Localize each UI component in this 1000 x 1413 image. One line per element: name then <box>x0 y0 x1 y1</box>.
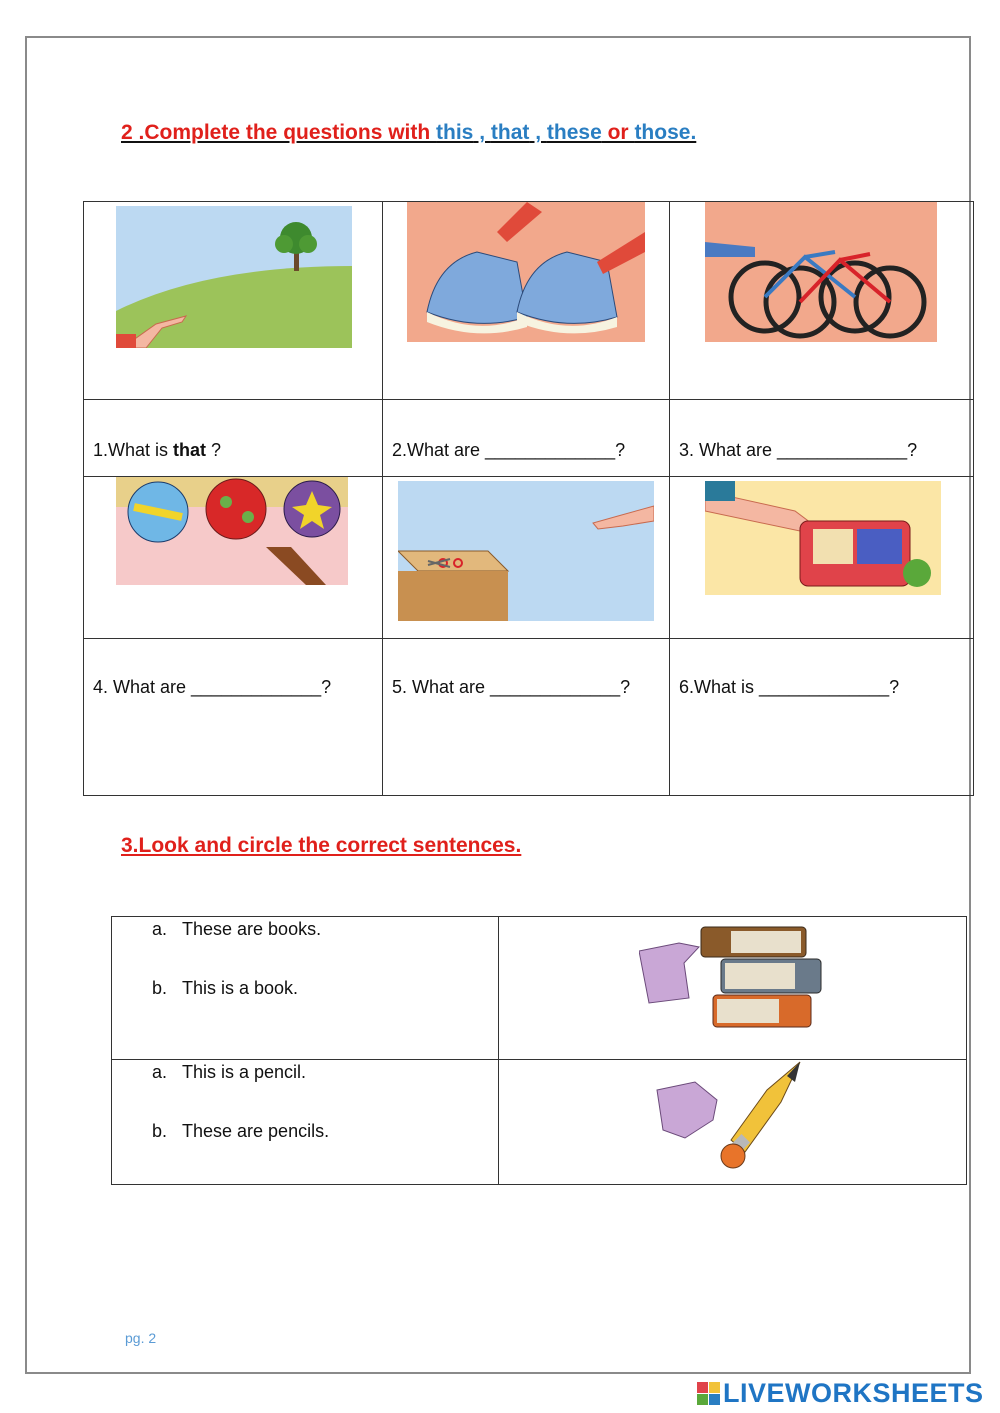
answer-word: that <box>173 440 207 460</box>
question-text: 1.What is <box>93 440 174 460</box>
question-5[interactable]: 5. What are _____________? <box>392 677 631 697</box>
sentences-cell <box>112 1060 499 1185</box>
scissors-on-table-image <box>398 481 654 621</box>
heading-prefix: 2 .Complete the questions with <box>121 121 437 144</box>
bicycles-image <box>705 202 937 342</box>
balls-on-shelf-image <box>116 477 348 585</box>
stack-of-books-image <box>639 923 824 1029</box>
tree-on-hill-image <box>116 206 352 348</box>
option-text: This is a pencil. <box>182 1062 307 1082</box>
separator: , <box>473 121 491 144</box>
image-cell <box>499 1060 967 1185</box>
question-cell <box>670 639 974 796</box>
image-cell <box>499 917 967 1060</box>
liveworksheets-icon <box>697 1382 720 1405</box>
question-2[interactable]: 2.What are _____________? <box>392 440 626 460</box>
question-1 <box>93 440 221 461</box>
brand-logo[interactable] <box>697 1378 984 1409</box>
image-cell <box>670 202 974 400</box>
word-or: or <box>601 121 635 144</box>
option-letter: a. <box>152 1062 168 1082</box>
questions-table <box>83 201 974 796</box>
separator: , <box>529 121 547 144</box>
sentences-table <box>111 916 967 1185</box>
brand-name: LIVEWORKSHEETS <box>723 1378 984 1408</box>
option-a[interactable] <box>152 919 321 940</box>
word-this: this <box>436 121 474 144</box>
image-cell <box>670 477 974 639</box>
question-cell <box>84 400 383 477</box>
section-2-heading <box>121 121 696 145</box>
word-these: these <box>546 121 602 144</box>
question-cell <box>383 639 670 796</box>
option-text: These are pencils. <box>182 1121 330 1141</box>
question-6[interactable]: 6.What is _____________? <box>679 677 900 697</box>
question-text: ? <box>206 440 222 460</box>
option-b[interactable] <box>152 1121 329 1142</box>
section-3-heading: 3.Look and circle the correct sentences. <box>121 834 522 857</box>
option-a[interactable] <box>152 1062 306 1083</box>
word-that: that <box>490 121 530 144</box>
option-letter: b. <box>152 978 168 998</box>
question-cell <box>84 639 383 796</box>
image-cell <box>84 477 383 639</box>
option-text: This is a book. <box>182 978 299 998</box>
page-number: pg. 2 <box>125 1330 157 1346</box>
image-cell <box>383 202 670 400</box>
image-cell <box>84 202 383 400</box>
question-cell <box>670 400 974 477</box>
option-letter: a. <box>152 919 168 939</box>
option-b[interactable] <box>152 978 298 999</box>
sentences-cell <box>112 917 499 1060</box>
question-3[interactable]: 3. What are _____________? <box>679 440 918 460</box>
word-those: those. <box>634 121 697 144</box>
option-text: These are books. <box>182 919 322 939</box>
lunchbox-image <box>705 481 941 595</box>
image-cell <box>383 477 670 639</box>
pencil-image <box>655 1060 805 1172</box>
sneakers-image <box>407 202 645 342</box>
question-4[interactable]: 4. What are _____________? <box>93 677 332 697</box>
option-letter: b. <box>152 1121 168 1141</box>
question-cell <box>383 400 670 477</box>
